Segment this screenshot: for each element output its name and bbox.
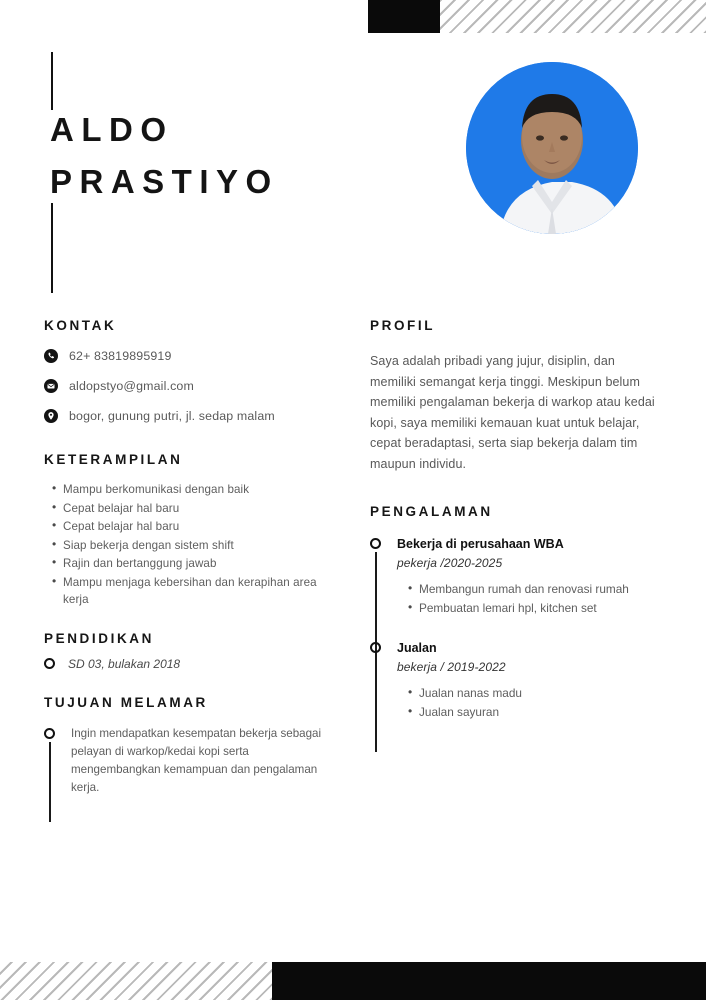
section-title-tujuan: TUJUAN MELAMAR	[44, 694, 208, 710]
skills-list	[44, 481, 334, 609]
experience-period: bekerja / 2019-2022	[397, 660, 506, 674]
email-icon	[44, 379, 58, 393]
location-icon	[44, 409, 58, 423]
left-column	[44, 318, 334, 819]
contact-email-text: aldopstyo@gmail.com	[69, 379, 194, 393]
section-profil	[370, 318, 660, 474]
contact-address[interactable]	[44, 407, 334, 426]
bottom-black-block	[272, 962, 706, 1000]
section-title-pendidikan: PENDIDIKAN	[44, 630, 155, 646]
list-item: • Siap bekerja dengan sistem shift	[63, 537, 334, 555]
ring-marker-icon	[44, 658, 55, 669]
avatar	[466, 62, 638, 234]
section-title-kontak: KONTAK	[44, 318, 117, 333]
list-item: • Mampu menjaga kebersihan dan kerapihan area kerja	[63, 574, 334, 609]
section-title-pengalaman: PENGALAMAN	[370, 504, 493, 519]
contact-phone[interactable]	[44, 347, 334, 366]
top-black-block	[368, 0, 440, 33]
experience-details	[397, 684, 660, 721]
phone-icon	[44, 349, 58, 363]
profile-text: Saya adalah pribadi yang jujur, disiplin, dan memiliki semangat kerja tinggi. Meskipun belum memiliki pengalaman bekerja di warkop atau kedai kopi, saya memiliki kemauan kuat untuk belajar, cepat beradaptasi, serta siap bekerja dalam tim maupun individu.	[370, 354, 655, 471]
list-item: • Pembuatan lemari hpl, kitchen set	[419, 599, 660, 617]
education-text: SD 03, bulakan 2018	[68, 656, 181, 671]
name-last: PRASTIYO	[50, 163, 279, 200]
list-item: • Jualan nanas madu	[419, 684, 660, 702]
objective-text: Ingin mendapatkan kesempatan bekerja sebagai pelayan di warkop/kedai kopi serta mengembangkan kemampuan dan pengalaman kerja.	[71, 726, 322, 794]
objective-entry	[44, 725, 334, 797]
experience-period: pekerja /2020-2025	[397, 556, 503, 570]
list-item: • Rajin dan bertanggung jawab	[63, 555, 334, 573]
name-rule-above	[51, 52, 53, 110]
section-title-keterampilan: KETERAMPILAN	[44, 452, 183, 467]
list-item: • Jualan sayuran	[419, 703, 660, 721]
ring-marker-icon	[370, 538, 381, 549]
section-pengalaman	[370, 504, 660, 721]
section-keterampilan	[44, 452, 334, 609]
education-entry	[44, 655, 334, 673]
top-stripe-band	[440, 0, 706, 33]
experience-details	[397, 580, 660, 617]
section-tujuan	[44, 695, 334, 797]
name-first: ALDO	[50, 111, 174, 148]
list-item: • Membangun rumah dan renovasi rumah	[419, 580, 660, 598]
list-item: • Cepat belajar hal baru	[63, 518, 334, 536]
section-title-profil: PROFIL	[370, 318, 436, 333]
right-column	[370, 318, 660, 743]
ring-marker-icon	[44, 728, 55, 739]
name-rule-below	[51, 203, 53, 293]
bottom-stripe-band	[0, 962, 272, 1000]
experience-role: Jualan	[397, 641, 437, 655]
candidate-name	[50, 104, 380, 208]
timeline-line	[375, 656, 377, 752]
contact-email[interactable]	[44, 377, 334, 396]
experience-entry	[370, 535, 660, 617]
section-pendidikan	[44, 631, 334, 673]
list-item: • Cepat belajar hal baru	[63, 500, 334, 518]
contact-phone-text: 62+ 83819895919	[69, 349, 172, 363]
experience-entry	[370, 639, 660, 721]
ring-marker-icon	[370, 642, 381, 653]
section-kontak	[44, 318, 334, 426]
list-item: • Mampu berkomunikasi dengan baik	[63, 481, 334, 499]
timeline-line	[49, 742, 51, 822]
contact-address-text: bogor, gunung putri, jl. sedap malam	[69, 409, 275, 423]
experience-role: Bekerja di perusahaan WBA	[397, 537, 564, 551]
